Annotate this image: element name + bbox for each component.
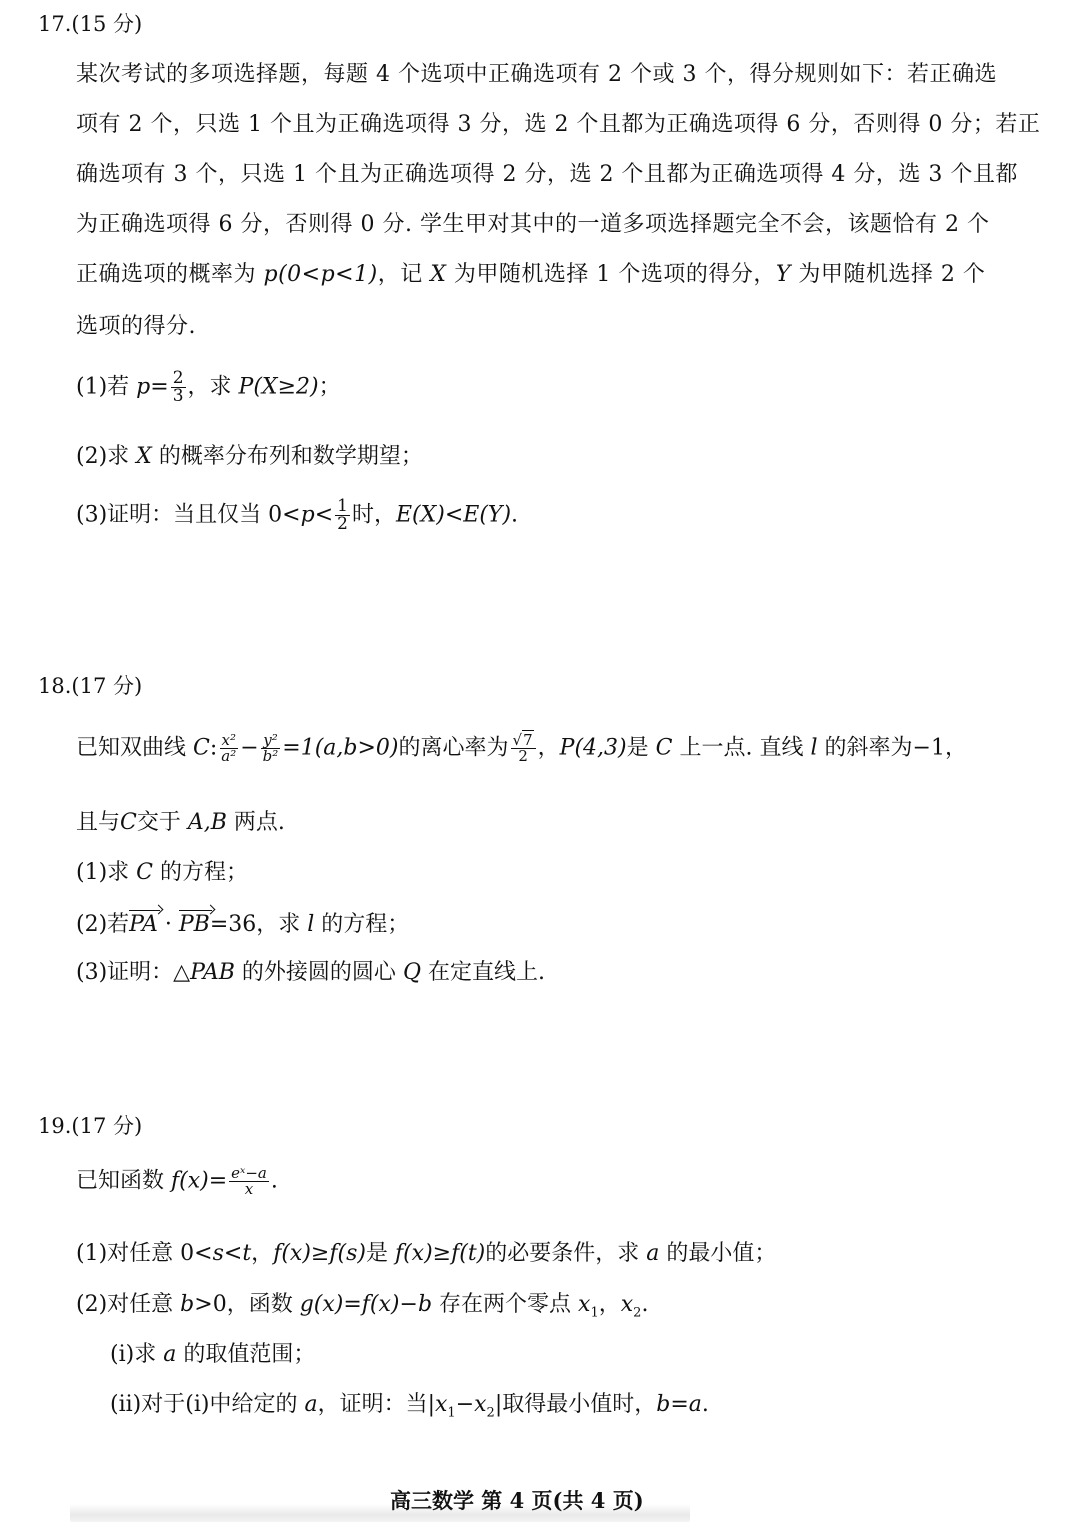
sqrt-sign: √7	[512, 731, 533, 749]
q17-header: 17.(15 分)	[38, 12, 143, 36]
q17-line-5: 正确选项的概率为 p(0<p<1)，记 X 为甲随机选择 1 个选项的得分，Y 为甲随机选择 2 个	[76, 262, 986, 287]
q18-line-2: 且与C交于 A,B 两点.	[76, 810, 285, 835]
fraction-one-half: $\frac{1}{2}$	[337, 496, 348, 534]
q18-line-1: 已知双曲线 C: $\frac{\text{x²}}{\text{a²}}$ − $\frac{\text{y²}}{\text{b²}}$ =1(a,b>0)的离心率为 $\frac{√7}{2}$ ，P(4,3)是 C 上一点. 直线 l 的斜率为−1，	[76, 731, 967, 765]
q18-part-1: (1)求 C 的方程；	[76, 860, 249, 885]
p-range: p(0<p<1)	[263, 262, 378, 287]
var-Y: Y	[775, 262, 791, 287]
q17-part-3: (3)证明：当且仅当 0<p< $\frac{1}{2}$ 时，E(X)<E(Y).	[76, 496, 519, 534]
q18-part-2: (2)若PA · PB=36，求 l 的方程；	[76, 912, 410, 937]
vector-PB: PB	[178, 912, 210, 937]
vector-PA: PA	[129, 912, 158, 937]
var-X: X	[430, 262, 447, 287]
q18-part-3: (3)证明：△PAB 的外接圆的圆心 Q 在定直线上.	[76, 960, 545, 985]
q17-part-2: (2)求 X 的概率分布列和数学期望；	[76, 444, 423, 469]
q19-header: 19.(17 分)	[38, 1114, 143, 1138]
q17-part-1: (1)若 p= $\frac{2}{3}$ ，求 P(X≥2)；	[76, 368, 341, 406]
q19-sub-1: (i)求 a 的取值范围；	[110, 1342, 316, 1367]
q17-line-6: 选项的得分.	[76, 314, 196, 339]
q17-line-1: 某次考试的多项选择题，每题 4 个选项中正确选项有 2 个或 3 个，得分规则如下：若正确选	[76, 62, 997, 87]
q17-line-3: 确选项有 3 个，只选 1 个且为正确选项得 2 分，选 2 个且都为正确选项得 4 分，选 3 个且都	[76, 162, 1018, 187]
fraction-x2-a2: $\frac{\text{x²}}{\text{a²}}$	[221, 731, 237, 765]
q19-part-1: (1)对任意 0<s<t，f(x)≥f(s)是 f(x)≥f(t)的必要条件，求 a 的最小值；	[76, 1241, 777, 1266]
q17-line-4: 为正确选项得 6 分，否则得 0 分. 学生甲对其中的一道多项选择题完全不会，该题恰有 2 个	[76, 212, 990, 237]
fraction-sqrt7-over-2: $\frac{√7}{2}$	[511, 733, 536, 764]
page-footer: 高三数学 第 4 页(共 4 页)	[390, 1488, 644, 1513]
q19-sub-2: (ii)对于(i)中给定的 a，证明：当$|x_1-x_2|$取得最小值时，b=a.	[110, 1392, 709, 1421]
fraction-function: $\frac{\text{eˣ−a}}{x}$	[231, 1164, 267, 1198]
q18-header: 18.(17 分)	[38, 674, 143, 698]
fraction-y2-b2: $\frac{\text{y²}}{\text{b²}}$	[262, 731, 279, 765]
q17-line-2: 项有 2 个，只选 1 个且为正确选项得 3 分，选 2 个且都为正确选项得 6 分，否则得 0 分；若正	[76, 112, 1041, 137]
q19-part-2: (2)对任意 b>0，函数 g(x)=f(x)−b 存在两个零点 $x_1$，$x_2$.	[76, 1292, 649, 1321]
fraction-two-thirds: $\frac{2}{3}$	[172, 368, 184, 406]
q19-line-1: 已知函数 f(x)= $\frac{\text{eˣ−a}}{x}$ .	[76, 1164, 278, 1198]
